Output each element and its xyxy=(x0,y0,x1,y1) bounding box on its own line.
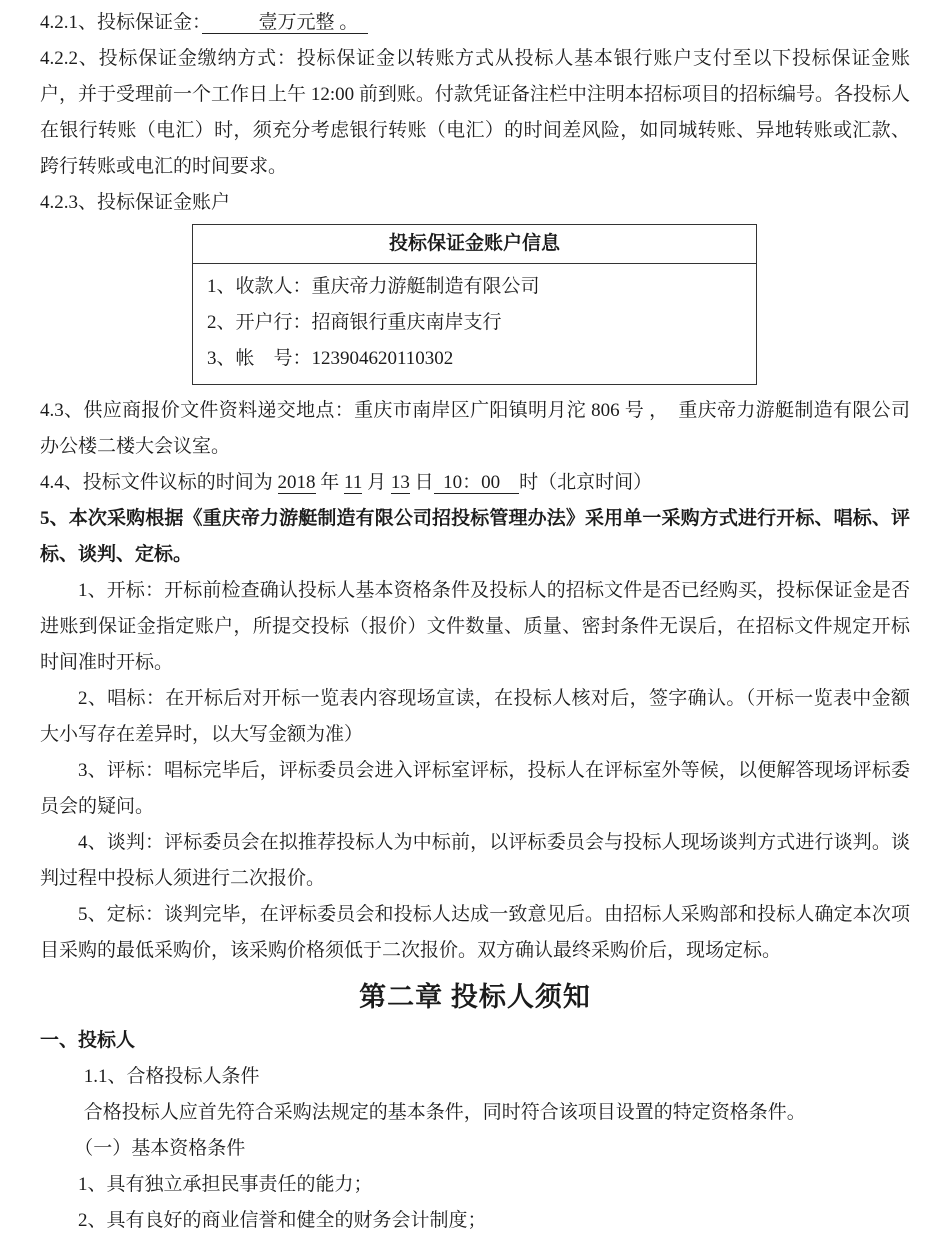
basic-qualification-item-2: 2、具有良好的商业信誉和健全的财务会计制度； xyxy=(78,1210,487,1231)
clause-4-4-prefix: 4.4、投标文件议标的时间为 xyxy=(40,472,278,493)
table-row-payee: 1、收款人：重庆帝力游艇制造有限公司 xyxy=(207,276,540,297)
table-row-account-number: 3、帐 号：123904620110302 xyxy=(207,348,454,369)
clause-4-2-3: 4.2.3、投标保证金账户 xyxy=(40,192,231,213)
deposit-account-table-body xyxy=(193,264,756,384)
step-dingbiao: 5、定标：谈判完毕，在评标委员会和投标人达成一致意见后。由招标人采购部和投标人确定本次项目采购的最低采购价，该采购价格须低于二次报价。双方确认最终采购价后，现场定标。 xyxy=(40,904,910,961)
basic-qualification-item-1: 1、具有独立承担民事责任的能力； xyxy=(78,1174,373,1195)
clause-4-2-1-label: 4.2.1、投标保证金： xyxy=(40,12,202,33)
step-changbiao: 2、唱标：在开标后对开标一览表内容现场宣读，在投标人核对后，签字确认。（开标一览表中金额大小写存在差异时，以大写金额为准） xyxy=(40,688,910,745)
clause-4-4-month: 11 xyxy=(344,472,363,493)
deposit-account-table-title: 投标保证金账户信息 xyxy=(193,225,756,264)
deposit-account-table xyxy=(192,224,757,385)
clause-4-4-suffix: 时（北京时间） xyxy=(519,472,653,493)
table-row-bank: 2、开户行：招商银行重庆南岸支行 xyxy=(207,312,502,333)
clause-5: 5、本次采购根据《重庆帝力游艇制造有限公司招投标管理办法》采用单一采购方式进行开标、唱标、评标、谈判、定标。 xyxy=(40,508,910,565)
step-kaibiao: 1、开标：开标前检查确认投标人基本资格条件及投标人的招标文件是否已经购买，投标保证金是否进账到保证金指定账户，所提交投标（报价）文件数量、质量、密封条件无误后，在招标文件规定开标时间准时开标。 xyxy=(40,580,910,673)
clause-4-4-day: 13 xyxy=(390,472,410,493)
section-1-1-body: 合格投标人应首先符合采购法规定的基本条件，同时符合该项目设置的特定资格条件。 xyxy=(83,1102,806,1123)
clause-4-4-day-unit: 日 xyxy=(409,472,434,493)
clause-4-3: 4.3、供应商报价文件资料递交地点：重庆市南岸区广阳镇明月沱 806 号 ， 重庆帝力游艇制造有限公司办公楼二楼大会议室。 xyxy=(40,400,910,457)
clause-4-4-month-unit: 月 xyxy=(362,472,391,493)
clause-4-2-2: 4.2.2、投标保证金缴纳方式：投标保证金以转账方式从投标人基本银行账户支付至以下投标保证金账户，并于受理前一个工作日上午 12:00 前到账。付款凭证备注栏中注明本招标项目的招标编号。各投标人在银行转账（电汇）时，须充分考虑银行转账（电汇）的时间差风险，如同城转账、异地转账或汇款、跨行转账或电汇的时间要求。 xyxy=(40,48,910,177)
chapter-2-heading: 第二章 投标人须知 xyxy=(359,982,591,1012)
section-1-1-title: 1.1、合格投标人条件 xyxy=(83,1066,260,1087)
step-tanpan: 4、谈判：评标委员会在拟推荐投标人为中标前，以评标委员会与投标人现场谈判方式进行谈判。谈判过程中投标人须进行二次报价。 xyxy=(40,832,910,889)
clause-4-4-year-unit: 年 xyxy=(315,472,345,493)
basic-qualification-title: （一）基本资格条件 xyxy=(74,1138,246,1159)
clause-4-2-1-blank-value: 壹万元整 。 xyxy=(201,12,368,33)
clause-4-2-1 xyxy=(40,5,910,41)
clause-4-4-year: 2018 xyxy=(277,472,316,493)
section-1-bidder: 一、投标人 xyxy=(40,1030,136,1051)
clause-4-4-time: 10：00 xyxy=(433,472,520,493)
clause-4-4 xyxy=(40,465,910,501)
step-pingbiao: 3、评标：唱标完毕后，评标委员会进入评标室评标，投标人在评标室外等候，以便解答现场评标委员会的疑问。 xyxy=(40,760,910,817)
